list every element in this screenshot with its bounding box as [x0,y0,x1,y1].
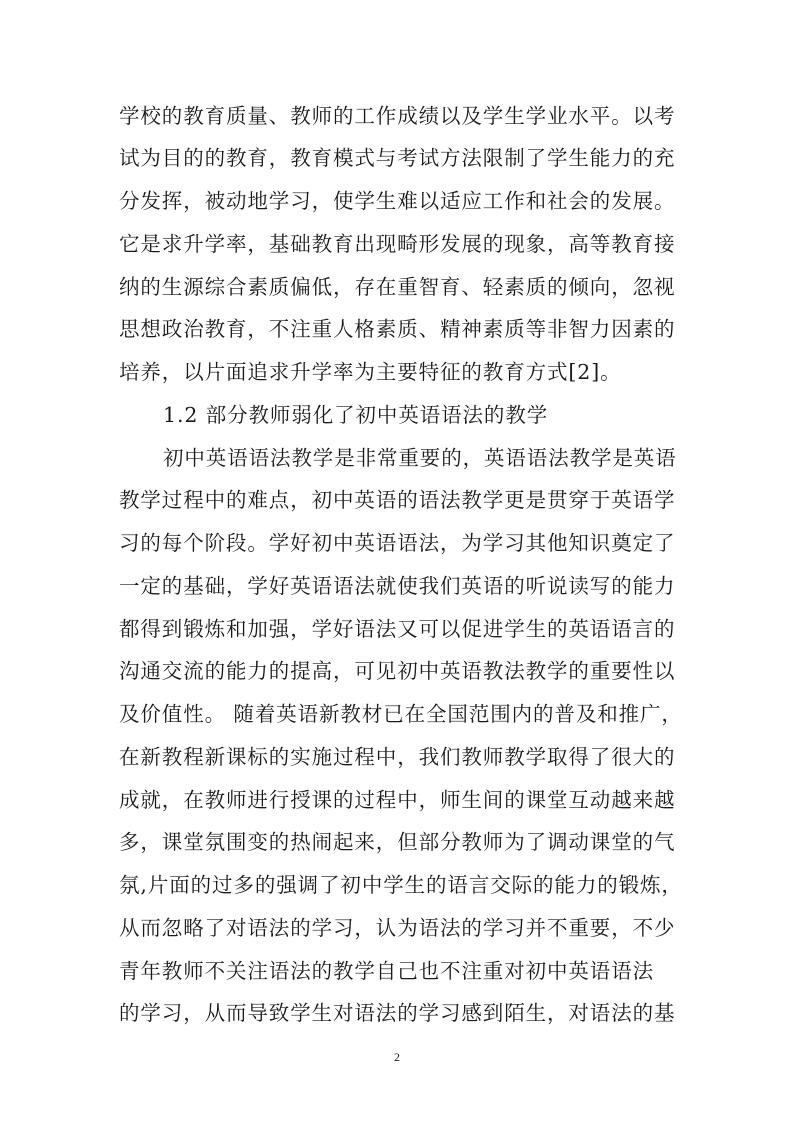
text-line: 的学习，从而导致学生对语法的学习感到陌生，对语法的基 [119,1001,676,1025]
text-line: 教学过程中的难点，初中英语的语法教学更是贯穿于英语学 [119,488,676,512]
page-number: 2 [394,1050,400,1064]
text-line: 一定的基础，学好英语语法就使我们英语的听说读写的能力 [119,574,676,598]
text-line: 思想政治教育，不注重人格素质、精神素质等非智力因素的 [119,317,676,341]
text-line: 青年教师不关注语法的教学自己也不注重对初中英语语法 [119,959,654,983]
text-line: 培养，以片面追求升学率为主要特征的教育方式[2]。 [119,360,622,384]
text-line: 都得到锻炼和加强，学好语法又可以促进学生的英语语言的 [119,617,676,641]
text-line: 学校的教育质量、教师的工作成绩以及学生学业水平。以考 [119,104,676,128]
text-line: 从而忽略了对语法的学习，认为语法的学习并不重要，不少 [119,916,676,940]
text-line: 氛,片面的过多的强调了初中学生的语言交际的能力的锻炼， [119,873,683,897]
text-line: 纳的生源综合素质偏低，存在重智育、轻素质的倾向，忽视 [119,275,676,299]
text-line: 习的每个阶段。学好初中英语语法，为学习其他知识奠定了 [119,531,676,555]
text-line: 初中英语语法教学是非常重要的，英语语法教学是英语 [163,446,677,470]
text-line: 分发挥，被动地学习，使学生难以适应工作和社会的发展。 [119,189,676,213]
text-line: 它是求升学率，基础教育出现畸形发展的现象，高等教育接 [119,232,676,256]
text-line: 成就，在教师进行授课的过程中，师生间的课堂互动越来越 [119,788,676,812]
text-line: 在新教程新课标的实施过程中，我们教师教学取得了很大的 [119,745,676,769]
text-line: 沟通交流的能力的提高，可见初中英语教法教学的重要性以 [119,659,676,683]
text-line: 多，课堂氛围变的热闹起来，但部分教师为了调动课堂的气 [119,830,676,854]
section-heading: 1.2 部分教师弱化了初中英语语法的教学 [163,403,549,427]
text-line: 及价值性。 随着英语新教材已在全国范围内的普及和推广， [119,702,683,726]
text-line: 试为目的的教育，教育模式与考试方法限制了学生能力的充 [119,146,676,170]
